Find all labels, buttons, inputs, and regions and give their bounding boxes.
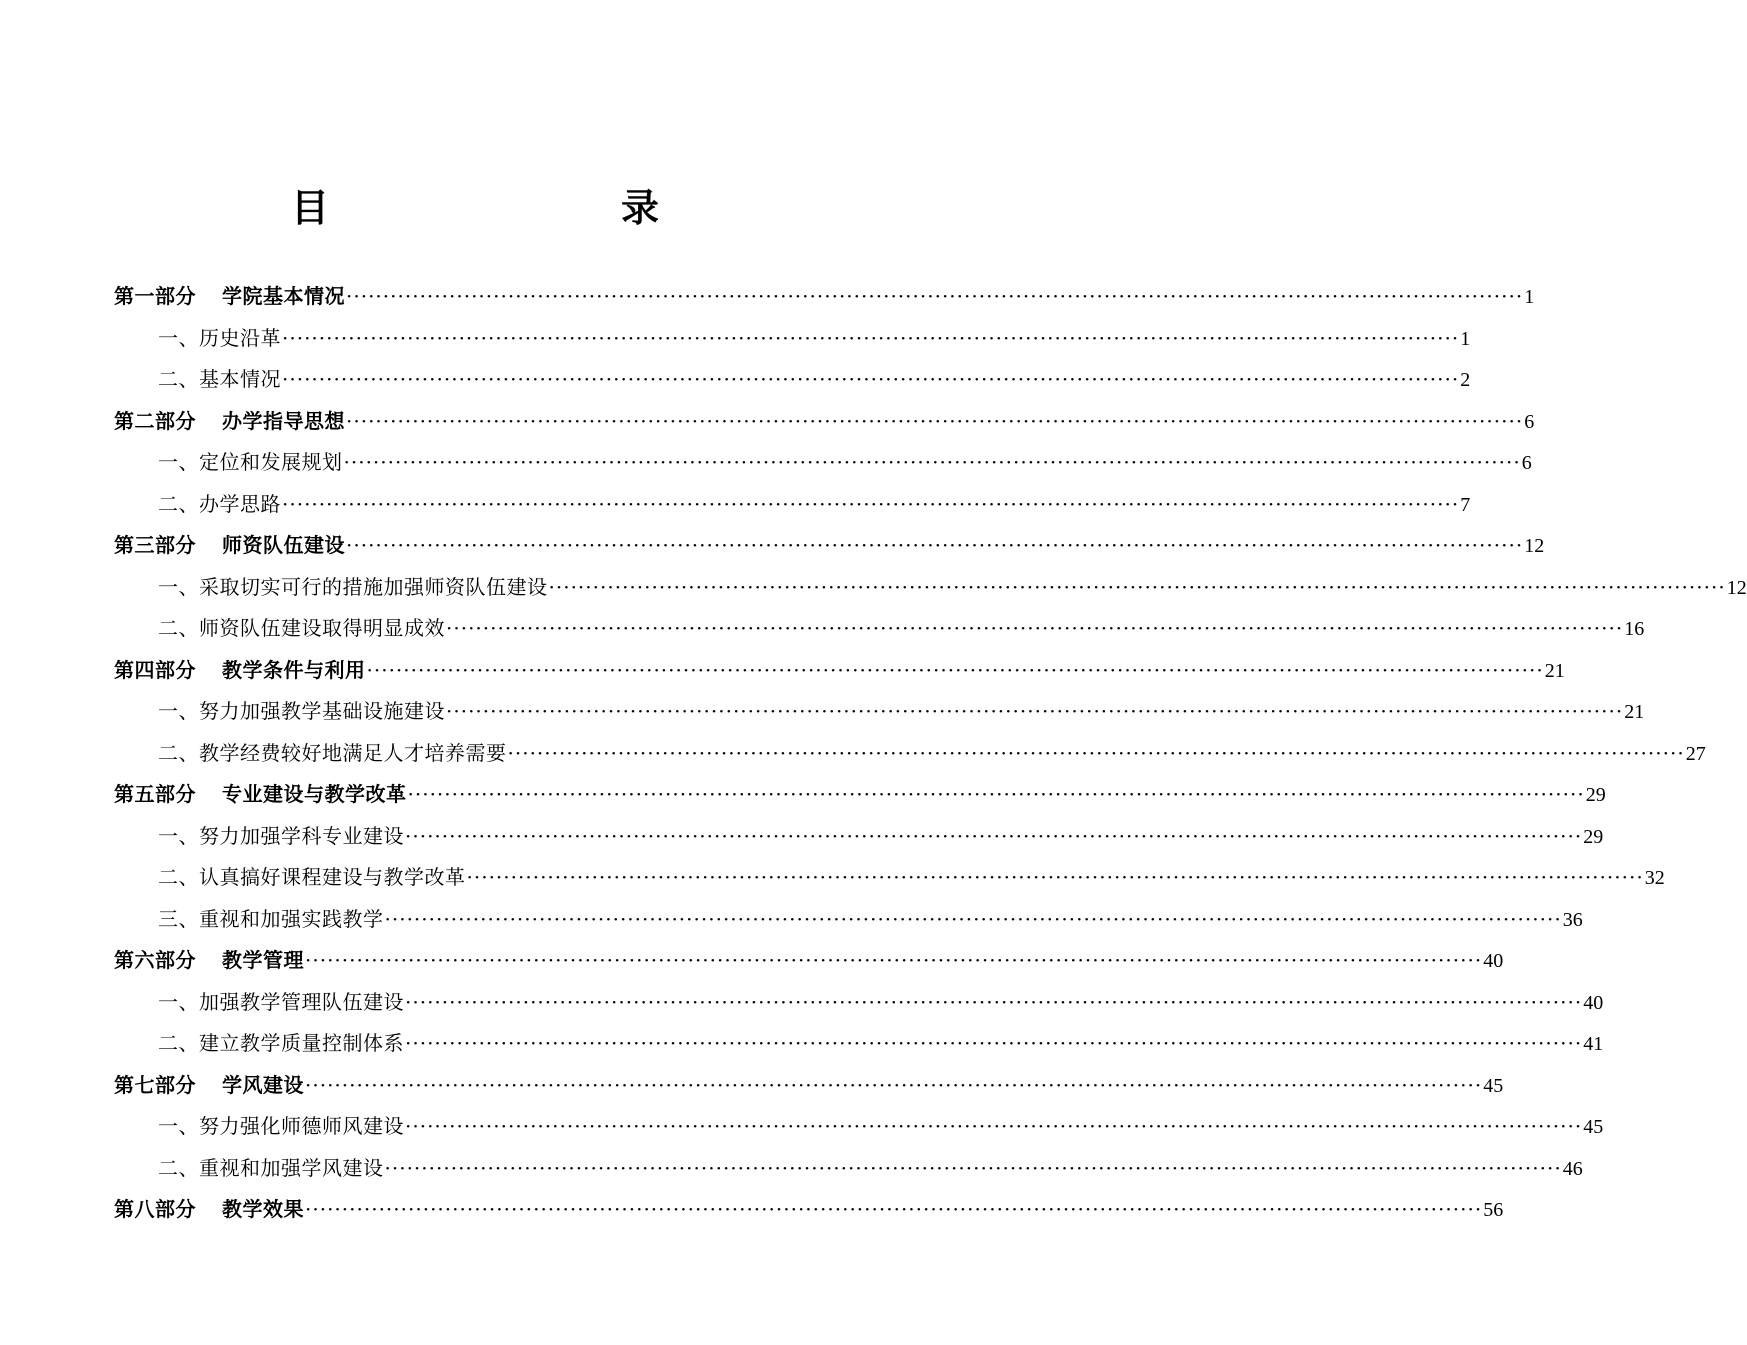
toc-entry-title: 二、教学经费较好地满足人才培养需要 bbox=[158, 740, 507, 765]
dot-leader: ································································································································································ bbox=[446, 699, 1624, 723]
toc-entry-title: 二、建立教学质量控制体系 bbox=[158, 1031, 404, 1055]
dot-leader: ································································································································································ bbox=[346, 533, 1524, 557]
toc-entry-title: 一、努力加强学科专业建设 bbox=[158, 823, 404, 848]
toc-page-number: 45 bbox=[1583, 1116, 1604, 1138]
toc-part-entry[interactable] bbox=[114, 940, 1504, 982]
toc-entry-label bbox=[114, 940, 304, 982]
toc-page-number: 40 bbox=[1583, 991, 1604, 1014]
toc-part-number: 第七部分 bbox=[114, 1072, 196, 1097]
dot-leader: ································································································································································ bbox=[407, 782, 1585, 806]
dot-leader: ································································································································································ bbox=[305, 1197, 1483, 1221]
toc-entry-label bbox=[158, 442, 343, 484]
toc-section-entry[interactable] bbox=[114, 608, 1645, 650]
toc-entry-title: 教学管理 bbox=[222, 948, 304, 972]
dot-leader: ································································································································································ bbox=[346, 284, 1524, 308]
toc-entry-label bbox=[158, 733, 507, 775]
toc-section-entry[interactable] bbox=[114, 816, 1604, 858]
dot-leader: ································································································································································ bbox=[305, 948, 1483, 972]
toc-entry-title: 二、办学思路 bbox=[158, 491, 281, 516]
toc-entry-title: 一、努力强化师德师风建设 bbox=[158, 1114, 404, 1138]
toc-section-entry[interactable] bbox=[114, 359, 1471, 401]
toc-entry-title: 二、重视和加强学风建设 bbox=[158, 1155, 384, 1180]
toc-section-entry[interactable] bbox=[114, 1148, 1583, 1190]
toc-entry-title: 师资队伍建设 bbox=[222, 533, 345, 557]
toc-entry-label bbox=[158, 484, 281, 526]
toc-page-number: 12 bbox=[1524, 535, 1545, 557]
toc-entry-label bbox=[158, 318, 281, 360]
toc-page-number: 45 bbox=[1483, 1074, 1504, 1097]
toc-part-entry[interactable] bbox=[114, 650, 1565, 692]
toc-entry-title: 一、努力加强教学基础设施建设 bbox=[158, 699, 445, 723]
toc-part-number: 第六部分 bbox=[114, 948, 196, 972]
toc-section-entry[interactable] bbox=[114, 857, 1665, 899]
toc-page-number: 6 bbox=[1524, 410, 1535, 433]
dot-leader: ································································································································································ bbox=[405, 1031, 1583, 1055]
toc-entry-title: 学风建设 bbox=[222, 1072, 304, 1097]
toc-entry-title: 二、认真搞好课程建设与教学改革 bbox=[158, 865, 466, 889]
toc-part-number: 第二部分 bbox=[114, 408, 196, 433]
toc-page-number: 46 bbox=[1562, 1157, 1583, 1180]
toc-entry-label bbox=[114, 401, 345, 443]
toc-part-number: 第四部分 bbox=[114, 657, 196, 682]
toc-entry-label bbox=[114, 276, 345, 318]
table-of-contents bbox=[114, 276, 1747, 1231]
toc-entry-label bbox=[158, 899, 384, 941]
toc-entry-label bbox=[114, 650, 366, 692]
dot-leader: ································································································································································ bbox=[366, 657, 1544, 682]
toc-section-entry[interactable] bbox=[114, 484, 1471, 526]
toc-part-number: 第一部分 bbox=[114, 284, 196, 308]
toc-page-number: 36 bbox=[1562, 908, 1583, 931]
toc-entry-title: 教学效果 bbox=[222, 1197, 304, 1221]
toc-page-number: 6 bbox=[1521, 452, 1532, 474]
toc-page-number: 29 bbox=[1583, 825, 1604, 848]
toc-page-number: 2 bbox=[1460, 369, 1471, 391]
dot-leader: ································································································································································ bbox=[343, 450, 1521, 474]
page-title: 目 录 bbox=[290, 186, 731, 230]
dot-leader: ································································································································································ bbox=[466, 865, 1644, 889]
toc-entry-title: 一、采取切实可行的措施加强师资队伍建设 bbox=[158, 574, 548, 599]
toc-page-number: 12 bbox=[1726, 576, 1747, 599]
toc-entry-label bbox=[158, 982, 404, 1024]
toc-entry-title: 二、基本情况 bbox=[158, 367, 281, 391]
dot-leader: ································································································································································ bbox=[548, 574, 1726, 599]
toc-page-number: 32 bbox=[1644, 867, 1665, 889]
toc-entry-label bbox=[158, 567, 548, 609]
toc-section-entry[interactable] bbox=[114, 1106, 1604, 1148]
toc-section-entry[interactable] bbox=[114, 567, 1747, 609]
dot-leader: ································································································································································ bbox=[446, 616, 1624, 640]
toc-entry-label bbox=[158, 359, 281, 401]
toc-page-number: 1 bbox=[1524, 286, 1535, 308]
toc-entry-label bbox=[158, 816, 404, 858]
toc-section-entry[interactable] bbox=[114, 899, 1583, 941]
toc-part-entry[interactable] bbox=[114, 774, 1606, 816]
toc-section-entry[interactable] bbox=[114, 1023, 1604, 1065]
toc-part-number: 第三部分 bbox=[114, 533, 196, 557]
toc-entry-label bbox=[158, 608, 445, 650]
toc-entry-title: 二、师资队伍建设取得明显成效 bbox=[158, 616, 445, 640]
dot-leader: ································································································································································ bbox=[405, 1114, 1583, 1138]
toc-part-entry[interactable] bbox=[114, 1065, 1504, 1107]
toc-entry-title: 办学指导思想 bbox=[222, 408, 345, 433]
dot-leader: ································································································································································ bbox=[282, 325, 1460, 350]
toc-entry-label bbox=[158, 1106, 404, 1148]
toc-entry-label bbox=[114, 525, 345, 567]
toc-section-entry[interactable] bbox=[114, 442, 1532, 484]
toc-entry-title: 一、定位和发展规划 bbox=[158, 450, 343, 474]
toc-entry-title: 一、加强教学管理队伍建设 bbox=[158, 989, 404, 1014]
dot-leader: ································································································································································ bbox=[282, 367, 1460, 391]
toc-page-number: 27 bbox=[1685, 742, 1706, 765]
toc-page-number: 21 bbox=[1544, 659, 1565, 682]
toc-part-entry[interactable] bbox=[114, 1189, 1504, 1231]
toc-section-entry[interactable] bbox=[114, 318, 1471, 360]
toc-part-entry[interactable] bbox=[114, 276, 1535, 318]
toc-entry-label bbox=[114, 774, 407, 816]
dot-leader: ································································································································································ bbox=[405, 989, 1583, 1014]
toc-entry-label bbox=[158, 1148, 384, 1190]
toc-part-number: 第八部分 bbox=[114, 1197, 196, 1221]
toc-entry-title: 专业建设与教学改革 bbox=[222, 782, 407, 806]
toc-page-number: 29 bbox=[1585, 784, 1606, 806]
toc-part-entry[interactable] bbox=[114, 401, 1535, 443]
toc-part-number: 第五部分 bbox=[114, 782, 196, 806]
dot-leader: ································································································································································ bbox=[405, 823, 1583, 848]
toc-page-number: 40 bbox=[1483, 950, 1504, 972]
toc-page-number: 56 bbox=[1483, 1199, 1504, 1221]
toc-section-entry[interactable] bbox=[114, 733, 1706, 775]
toc-page-number: 16 bbox=[1624, 618, 1645, 640]
toc-entry-title: 教学条件与利用 bbox=[222, 657, 366, 682]
toc-part-entry[interactable] bbox=[114, 525, 1545, 567]
toc-section-entry[interactable] bbox=[114, 691, 1645, 733]
toc-entry-title: 学院基本情况 bbox=[222, 284, 345, 308]
toc-page-number: 21 bbox=[1624, 701, 1645, 723]
toc-entry-title: 一、历史沿革 bbox=[158, 325, 281, 350]
dot-leader: ································································································································································ bbox=[384, 906, 1562, 931]
toc-entry-title: 三、重视和加强实践教学 bbox=[158, 906, 384, 931]
dot-leader: ································································································································································ bbox=[305, 1072, 1483, 1097]
toc-section-entry[interactable] bbox=[114, 982, 1604, 1024]
toc-entry-label bbox=[114, 1065, 304, 1107]
toc-entry-label bbox=[158, 857, 466, 899]
toc-entry-label bbox=[114, 1189, 304, 1231]
toc-entry-label bbox=[158, 691, 445, 733]
toc-page-number: 41 bbox=[1583, 1033, 1604, 1055]
dot-leader: ································································································································································ bbox=[507, 740, 1685, 765]
dot-leader: ································································································································································ bbox=[282, 491, 1460, 516]
dot-leader: ································································································································································ bbox=[384, 1155, 1562, 1180]
toc-entry-label bbox=[158, 1023, 404, 1065]
toc-page-number: 7 bbox=[1460, 493, 1471, 516]
dot-leader: ································································································································································ bbox=[346, 408, 1524, 433]
toc-page-number: 1 bbox=[1460, 327, 1471, 350]
